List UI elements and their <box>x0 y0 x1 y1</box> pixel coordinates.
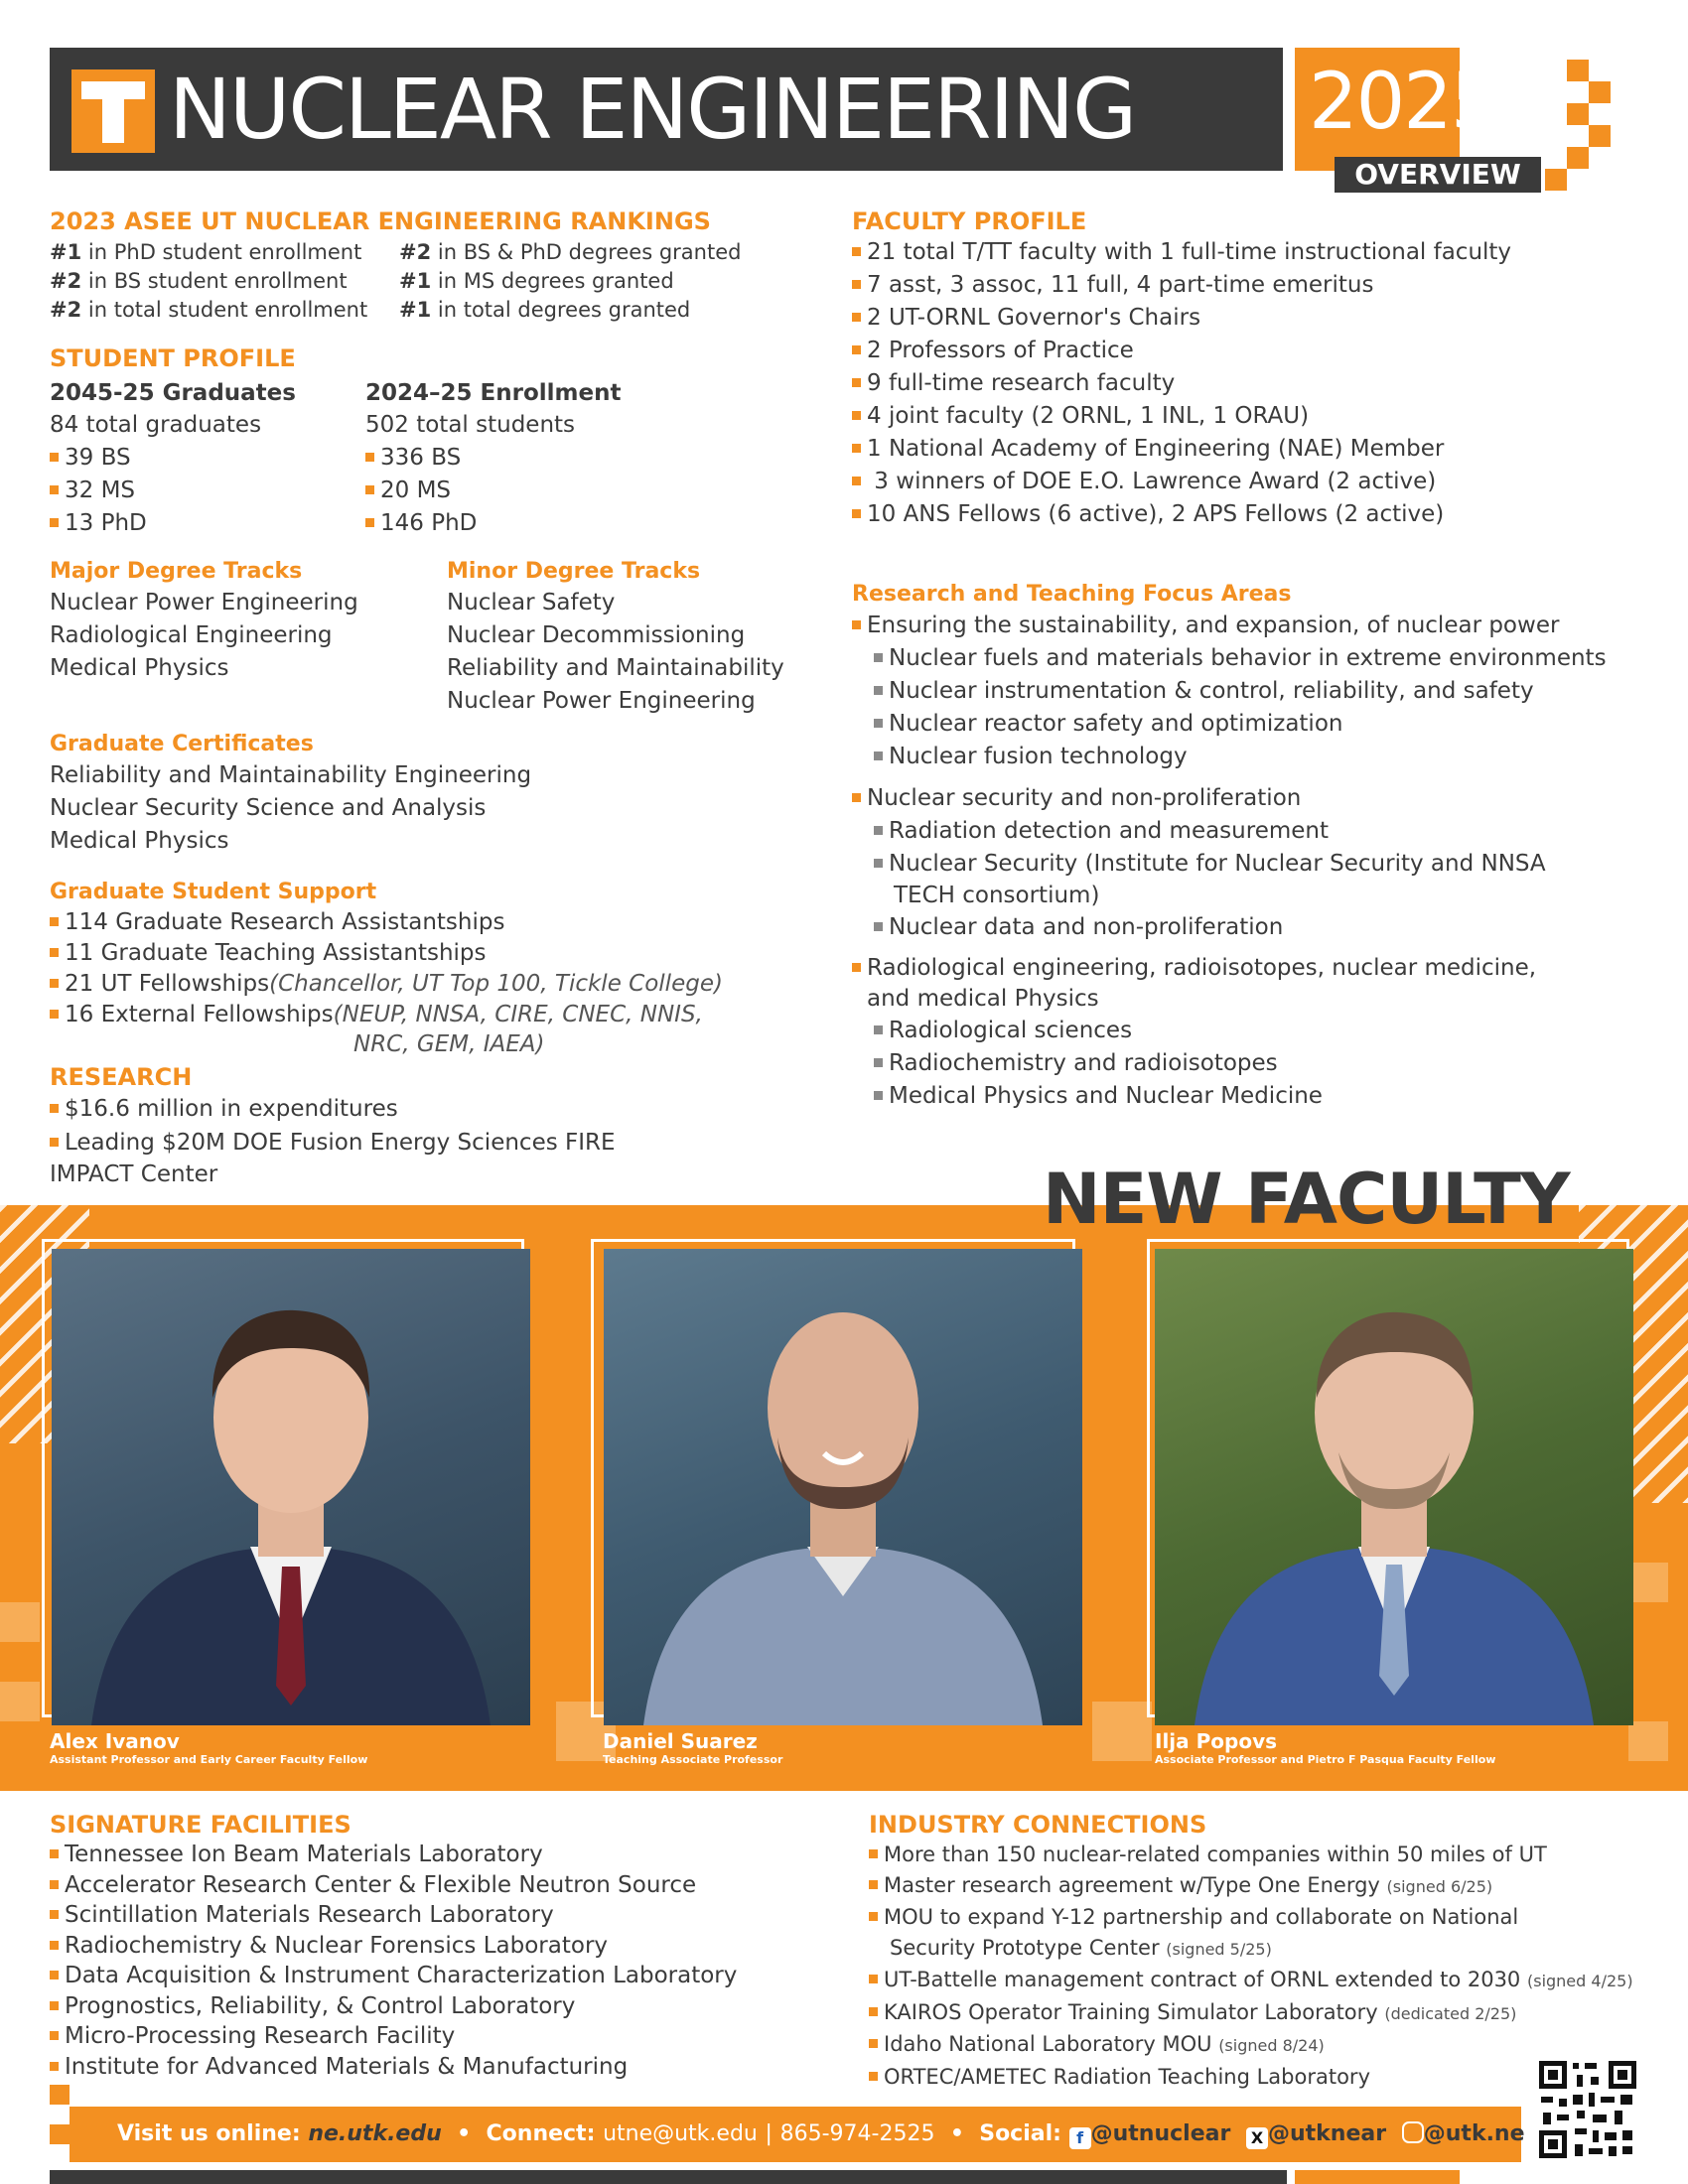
list-item: 1 National Academy of Engineering (NAE) Member <box>852 433 1666 466</box>
phone-link[interactable]: 865-974-2525 <box>779 2121 935 2146</box>
graduates-block <box>50 377 357 540</box>
list-item: Nuclear Power Engineering <box>447 688 756 714</box>
list-item: 146 PhD <box>365 507 763 540</box>
checker-square <box>1589 125 1611 147</box>
faculty-name: Alex Ivanov <box>50 1729 180 1753</box>
list-item: More than 150 nuclear-related companies within 50 miles of UT <box>869 1840 1663 1870</box>
list-item: Prognostics, Reliability, & Control Laboratory <box>50 1991 844 2022</box>
focus-group-title: Ensuring the sustainability, and expansion, of nuclear power <box>852 610 1666 642</box>
social-label: Social: <box>979 2121 1061 2146</box>
major-tracks-section <box>50 557 447 685</box>
list-item: Reliability and Maintainability Engineering <box>50 762 532 788</box>
list-item: KAIROS Operator Training Simulator Laboratory (dedicated 2/25) <box>869 1997 1663 2030</box>
qr-code-icon <box>1537 2059 1638 2160</box>
industry-section <box>869 1810 1663 2092</box>
faculty-name: Ilja Popovs <box>1155 1729 1278 1753</box>
list-item: Tennessee Ion Beam Materials Laboratory <box>50 1840 844 1870</box>
instagram-icon <box>1402 2121 1424 2143</box>
list-item: 114 Graduate Research Assistantships <box>50 907 824 938</box>
instagram-link[interactable]: @utk.ne <box>1423 2121 1525 2146</box>
list-item: Nuclear Security Science and Analysis <box>50 795 487 821</box>
list-item: Scintillation Materials Research Laboratory <box>50 1900 844 1931</box>
checker-square <box>1628 1563 1668 1602</box>
faculty-name: Daniel Suarez <box>603 1729 758 1753</box>
grad-certificates-heading: Graduate Certificates <box>50 732 314 756</box>
person-portrait-icon <box>1155 1249 1633 1725</box>
separator-bar: | <box>765 2121 773 2146</box>
facilities-section <box>50 1810 844 2082</box>
list-item: Data Acquisition & Instrument Characterization Laboratory <box>50 1961 844 1991</box>
list-item: 21 total T/TT faculty with 1 full-time instructional faculty <box>852 236 1666 269</box>
list-item: Nuclear Safety <box>447 590 616 615</box>
focus-group-title-continuation: and medical Physics <box>867 986 1099 1012</box>
checker-square <box>1628 1721 1668 1761</box>
student-profile-heading: STUDENT PROFILE <box>50 344 296 372</box>
website-link[interactable]: ne.utk.edu <box>308 2121 442 2146</box>
list-item: 21 UT Fellowships(Chancellor, UT Top 100, Tickle College) <box>50 969 824 1000</box>
list-item: Nuclear fusion technology <box>852 741 1666 773</box>
list-item: Nuclear Decommissioning <box>447 622 746 648</box>
faculty-photo <box>604 1249 1082 1725</box>
faculty-photo <box>1155 1249 1633 1725</box>
minor-tracks-section <box>447 557 844 718</box>
list-item: 7 asst, 3 assoc, 11 full, 4 part-time emeritus <box>852 269 1666 302</box>
focus-group-title: Radiological engineering, radioisotopes, nuclear medicine, <box>852 953 1666 984</box>
faculty-profile-heading: FACULTY PROFILE <box>852 207 1087 235</box>
list-item: $16.6 million in expenditures <box>50 1092 824 1126</box>
list-item: 16 External Fellowships(NEUP, NNSA, CIRE, CNEC, NNIS, <box>50 1000 824 1030</box>
enrollment-heading: 2024–25 Enrollment <box>365 380 622 406</box>
major-tracks-heading: Major Degree Tracks <box>50 559 303 584</box>
list-item: Reliability and Maintainability <box>447 655 784 681</box>
footer-contact <box>117 2107 1525 2162</box>
checker-square <box>1567 103 1589 125</box>
person-portrait-icon <box>52 1249 530 1725</box>
checker-square <box>1567 147 1589 169</box>
list-item: MOU to expand Y-12 partnership and collaborate on National <box>869 1902 1663 1933</box>
list-item: Nuclear reactor safety and optimization <box>852 708 1666 741</box>
list-item: 3 winners of DOE E.O. Lawrence Award (2 active) <box>852 466 1666 498</box>
list-item: 32 MS <box>50 475 357 507</box>
list-item: Master research agreement w/Type One Energy (signed 6/25) <box>869 1870 1663 1903</box>
list-item: 10 ANS Fellows (6 active), 2 APS Fellows (2 active) <box>852 498 1666 531</box>
list-item: Radiation detection and measurement <box>852 815 1666 848</box>
list-item: Micro-Processing Research Facility <box>50 2021 844 2052</box>
facilities-heading: SIGNATURE FACILITIES <box>50 1811 352 1839</box>
list-item: Accelerator Research Center & Flexible Neutron Source <box>50 1870 844 1901</box>
graduates-heading: 2045-25 Graduates <box>50 380 296 406</box>
industry-heading: INDUSTRY CONNECTIONS <box>869 1811 1207 1839</box>
person-portrait-icon <box>604 1249 1082 1725</box>
list-item: Idaho National Laboratory MOU (signed 8/24) <box>869 2029 1663 2062</box>
list-item: 11 Graduate Teaching Assistantships <box>50 938 824 969</box>
checker-square <box>1092 1702 1152 1761</box>
list-item: 39 BS <box>50 442 357 475</box>
list-item: 2 Professors of Practice <box>852 335 1666 367</box>
x-link[interactable]: @utknear <box>1268 2121 1387 2146</box>
faculty-title: Teaching Associate Professor <box>603 1753 783 1766</box>
separator-dot: • <box>449 2121 479 2146</box>
list-item: Leading $20M DOE Fusion Energy Sciences FIRE <box>50 1126 824 1160</box>
faculty-profile-section <box>852 206 1666 531</box>
connect-label: Connect: <box>486 2121 596 2146</box>
list-item: Nuclear Security (Institute for Nuclear Security and NNSA <box>852 848 1666 881</box>
ranking-item: #2 in BS & PhD degrees granted <box>399 240 742 264</box>
list-item: 2 UT-ORNL Governor's Chairs <box>852 302 1666 335</box>
year-label: 2025 <box>1309 58 1498 147</box>
checker-square <box>50 2124 70 2144</box>
enrollment-block <box>365 377 763 540</box>
list-item: 20 MS <box>365 475 763 507</box>
list-item: Medical Physics <box>50 655 229 681</box>
grad-support-heading: Graduate Student Support <box>50 880 377 904</box>
list-item-continuation: Security Prototype Center (signed 5/25) <box>890 1935 1272 1960</box>
overview-badge: OVERVIEW <box>1354 158 1521 191</box>
checker-square <box>50 2085 70 2105</box>
list-item: Medical Physics <box>50 828 229 854</box>
checker-square <box>0 1602 40 1642</box>
list-item: Radiological sciences <box>852 1015 1666 1047</box>
focus-areas-heading: Research and Teaching Focus Areas <box>852 582 1292 607</box>
list-item-continuation: NRC, GEM, IAEA) <box>353 1031 545 1057</box>
rankings-section <box>50 206 824 325</box>
page-title: NUCLEAR ENGINEERING <box>169 61 1136 158</box>
checker-square <box>1545 169 1567 191</box>
bottom-bar <box>50 2170 1287 2184</box>
list-item: Radiochemistry & Nuclear Forensics Laboratory <box>50 1931 844 1962</box>
ranking-item: #1 in PhD student enrollment <box>50 240 362 264</box>
student-profile-section <box>50 343 824 373</box>
focus-group-title: Nuclear security and non-proliferation <box>852 782 1666 815</box>
bottom-accent <box>1295 2170 1460 2184</box>
list-item: Nuclear fuels and materials behavior in extreme environments <box>852 642 1666 675</box>
list-item: Radiological Engineering <box>50 622 333 648</box>
checker-square <box>0 1682 40 1721</box>
focus-areas-section <box>852 580 1666 1113</box>
list-item: 13 PhD <box>50 507 357 540</box>
grad-certificates-section <box>50 730 824 858</box>
visit-label: Visit us online: <box>117 2121 301 2146</box>
ranking-item: #2 in total student enrollment <box>50 298 368 322</box>
list-item-continuation: TECH consortium) <box>894 883 1100 908</box>
list-item: Nuclear data and non-proliferation <box>852 911 1666 944</box>
x-icon: X <box>1246 2127 1268 2149</box>
power-t-logo <box>71 69 155 153</box>
list-item: ORTEC/AMETEC Radiation Teaching Laboratory <box>869 2062 1663 2093</box>
ranking-item: #1 in MS degrees granted <box>399 269 674 293</box>
checker-square <box>1589 81 1611 103</box>
list-item: Medical Physics and Nuclear Medicine <box>852 1080 1666 1113</box>
list-item: Nuclear Power Engineering <box>50 590 358 615</box>
enrollment-total: 502 total students <box>365 412 576 438</box>
rankings-heading: 2023 ASEE UT NUCLEAR ENGINEERING RANKINGS <box>50 207 711 235</box>
list-item-continuation: IMPACT Center <box>50 1161 218 1187</box>
faculty-title: Associate Professor and Pietro F Pasqua Faculty Fellow <box>1155 1753 1496 1766</box>
list-item: Institute for Advanced Materials & Manufacturing <box>50 2052 844 2083</box>
research-heading: RESEARCH <box>50 1063 193 1091</box>
facebook-link[interactable]: @utnuclear <box>1090 2121 1231 2146</box>
ranking-item: #1 in total degrees granted <box>399 298 691 322</box>
minor-tracks-heading: Minor Degree Tracks <box>447 559 701 584</box>
list-item: 4 joint faculty (2 ORNL, 1 INL, 1 ORAU) <box>852 400 1666 433</box>
facebook-icon: f <box>1069 2127 1091 2149</box>
new-faculty-heading: NEW FACULTY <box>1043 1159 1570 1240</box>
research-section <box>50 1062 824 1189</box>
list-item: UT-Battelle management contract of ORNL extended to 2030 (signed 4/25) <box>869 1965 1663 1997</box>
faculty-photo <box>52 1249 530 1725</box>
faculty-title: Assistant Professor and Early Career Faculty Fellow <box>50 1753 368 1766</box>
list-item: 336 BS <box>365 442 763 475</box>
qr-code[interactable] <box>1537 2059 1638 2160</box>
list-item: Nuclear instrumentation & control, reliability, and safety <box>852 675 1666 708</box>
separator-dot: • <box>942 2121 972 2146</box>
list-item: 9 full-time research faculty <box>852 367 1666 400</box>
email-link[interactable]: utne@utk.edu <box>603 2121 758 2146</box>
checker-square <box>1567 60 1589 81</box>
list-item: Radiochemistry and radioisotopes <box>852 1047 1666 1080</box>
grad-support-section <box>50 878 824 1058</box>
graduates-total: 84 total graduates <box>50 412 262 438</box>
ranking-item: #2 in BS student enrollment <box>50 269 348 293</box>
